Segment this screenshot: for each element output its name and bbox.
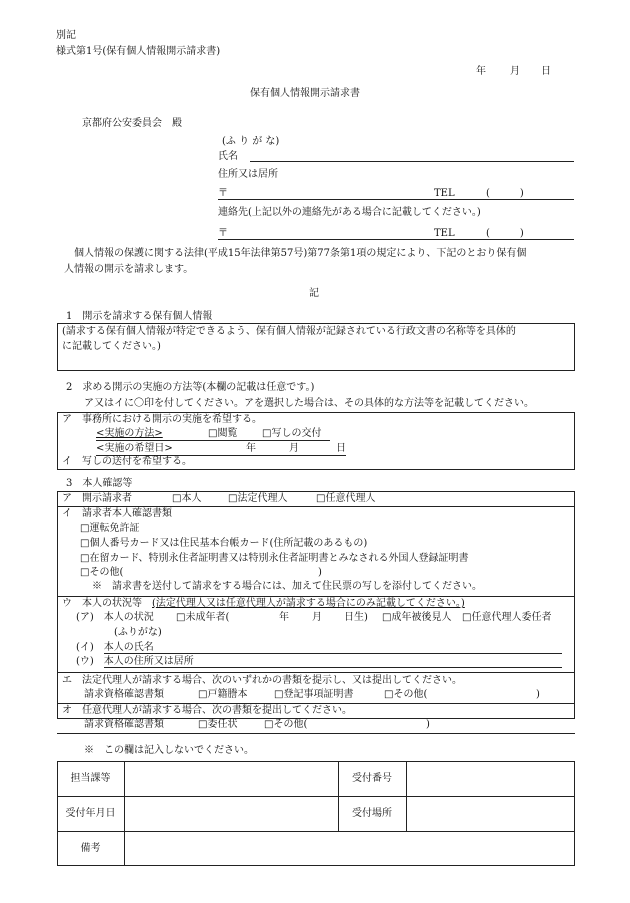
- section2-heading: 2 求める開示の実施の方法等(本欄の記載は任意です。): [66, 382, 315, 393]
- method-underline: [96, 440, 330, 441]
- adult-ward-checkbox[interactable]: □成年被後見人: [382, 612, 452, 623]
- method-copy-checkbox[interactable]: □写しの交付: [262, 428, 322, 439]
- section3-divider-3: [57, 672, 575, 673]
- residence-certificate-note: ※ 請求書を送付して請求をする場合には、加えて住民票の写しを添付してください。: [92, 581, 482, 592]
- registry-certificate-checkbox[interactable]: □登記事項証明書: [274, 689, 354, 700]
- method-view-checkbox[interactable]: □閲覧: [208, 428, 238, 439]
- furigana-label: (ふ り が な): [222, 136, 280, 147]
- section1-instruction-1: (請求する保有個人情報が特定できるよう、保有個人情報が記録されている行政文書の名称等を具体的: [62, 326, 516, 337]
- desired-date-month: 月: [289, 443, 299, 454]
- legal-agent-other-checkbox[interactable]: □その他(: [384, 689, 428, 700]
- form-number: 様式第1号(保有個人情報開示請求書): [56, 46, 221, 57]
- principal-situation-label: (ア) 本人の状況: [76, 612, 154, 623]
- office-table-row-line-1: [57, 796, 575, 797]
- id-docs-label: イ 請求者本人確認書類: [62, 508, 172, 519]
- legal-agent-docs-label: 請求資格確認書類: [84, 689, 164, 700]
- section3-divider-2: [57, 596, 575, 597]
- intro-text-line1: 個人情報の保護に関する法律(平成15年法律第57号)第77条第1項の規定により、下記のとおり保有個: [74, 248, 527, 259]
- address-label: 住所又は居所: [218, 169, 278, 180]
- page-title: 保有個人情報開示請求書: [250, 88, 360, 99]
- dept-label: 担当課等: [70, 773, 111, 784]
- name-label: 氏名: [218, 151, 238, 162]
- legal-agent-other-close: ): [536, 689, 540, 700]
- contact-field-line[interactable]: [218, 239, 574, 240]
- office-use-note: ※ この欄は記入しないでください。: [84, 745, 254, 756]
- minor-birth-day: 日生): [344, 612, 368, 623]
- requester-legal-agent-checkbox[interactable]: □法定代理人: [228, 493, 288, 504]
- office-table-col-line-1: [124, 761, 125, 866]
- principal-address-label: (ウ) 本人の住所又は居所: [76, 656, 194, 667]
- section3-heading: 3 本人確認等: [66, 478, 133, 489]
- id-residence-card-checkbox[interactable]: □在留カード、特別永住者証明書又は特別永住者証明書とみなされる外国人登録証明書: [80, 553, 469, 564]
- office-table-row-line-2: [57, 831, 575, 832]
- office-table-col-line-3: [406, 761, 407, 831]
- section1-heading: 1 開示を請求する保有個人情報: [66, 311, 213, 322]
- appendix-label: 別記: [56, 30, 76, 41]
- id-license-checkbox[interactable]: □運転免許証: [80, 523, 140, 534]
- option-a-onsite[interactable]: ア 事務所における開示の実施を希望する。: [62, 414, 262, 425]
- date-month-label: 月: [510, 66, 520, 77]
- id-other-close: ): [318, 567, 322, 578]
- ki-mark: 記: [309, 288, 319, 299]
- section3-divider-4: [57, 703, 575, 704]
- requester-type-label: ア 開示請求者: [62, 493, 132, 504]
- receipt-date-label: 受付年月日: [65, 808, 116, 819]
- id-mynumber-checkbox[interactable]: □個人番号カード又は住民基本台帳カード(住所記載のあるもの): [80, 538, 368, 549]
- minor-birth-year: 年: [279, 612, 289, 623]
- family-register-checkbox[interactable]: □戸籍謄本: [198, 689, 248, 700]
- receipt-place-label: 受付場所: [352, 808, 392, 819]
- intro-text-line2: 人情報の開示を請求します。: [64, 264, 194, 275]
- receipt-number-label: 受付番号: [352, 773, 392, 784]
- option-i-mail[interactable]: イ 写しの送付を希望する。: [62, 456, 192, 467]
- voluntary-principal-checkbox[interactable]: □任意代理人委任者: [462, 612, 552, 623]
- date-year-label: 年: [476, 66, 486, 77]
- legal-agent-instruction: エ 法定代理人が請求する場合、次のいずれかの書類を提示し、又は提出してください。: [62, 675, 462, 686]
- method-label: <実施の方法>: [96, 428, 163, 439]
- section1-instruction-2: に記載してください。): [62, 341, 161, 352]
- remarks-label: 備考: [80, 843, 101, 854]
- tel-paren-2: ( ): [486, 228, 524, 239]
- voluntary-agent-instruction: オ 任意代理人が請求する場合、次の書類を提出してください。: [62, 705, 352, 716]
- tel-paren: ( ): [486, 188, 524, 199]
- contact-label: 連絡先(上記以外の連絡先がある場合に記載してください。): [218, 207, 481, 218]
- principal-furigana-label: (ふりがな): [114, 627, 162, 638]
- office-use-table: [57, 761, 575, 866]
- section3-divider-1: [57, 506, 575, 507]
- requester-voluntary-agent-checkbox[interactable]: □任意代理人: [316, 493, 376, 504]
- desired-date-day: 日: [336, 443, 346, 454]
- principal-name-line[interactable]: [104, 653, 562, 654]
- requester-self-checkbox[interactable]: □本人: [172, 493, 202, 504]
- principal-status-label: ウ 本人の状況等: [62, 598, 142, 609]
- desired-date-label: <実施の希望日>: [96, 443, 173, 454]
- id-other-checkbox[interactable]: □その他(: [80, 567, 124, 578]
- postal-mark: 〒: [218, 188, 228, 199]
- principal-name-label: (イ) 本人の氏名: [76, 642, 154, 653]
- power-of-attorney-checkbox[interactable]: □委任状: [198, 719, 238, 730]
- principal-address-line[interactable]: [104, 667, 562, 668]
- desired-date-year: 年: [246, 443, 256, 454]
- addressee: 京都府公安委員会 殿: [82, 118, 182, 129]
- minor-birth-month: 月: [312, 612, 322, 623]
- section2-note: ア又はイに〇印を付してください。アを選択した場合は、その具体的な方法等を記載してください。: [84, 398, 534, 409]
- voluntary-agent-other-close: ): [426, 719, 430, 730]
- principal-status-condition: (法定代理人又は任意代理人が請求する場合にのみ記載してください。): [152, 598, 465, 609]
- voluntary-agent-other-checkbox[interactable]: □その他(: [264, 719, 308, 730]
- tel-label: TEL: [434, 188, 455, 199]
- minor-checkbox[interactable]: □未成年者(: [176, 612, 230, 623]
- tel-label-2: TEL: [434, 228, 455, 239]
- office-table-col-line-2: [338, 761, 339, 831]
- voluntary-agent-docs-label: 請求資格確認書類: [84, 719, 164, 730]
- date-day-label: 日: [541, 66, 551, 77]
- postal-mark-2: 〒: [218, 228, 228, 239]
- address-field-line[interactable]: [218, 199, 574, 200]
- section3-bottom-line: [57, 733, 575, 734]
- name-field-line[interactable]: [250, 161, 574, 162]
